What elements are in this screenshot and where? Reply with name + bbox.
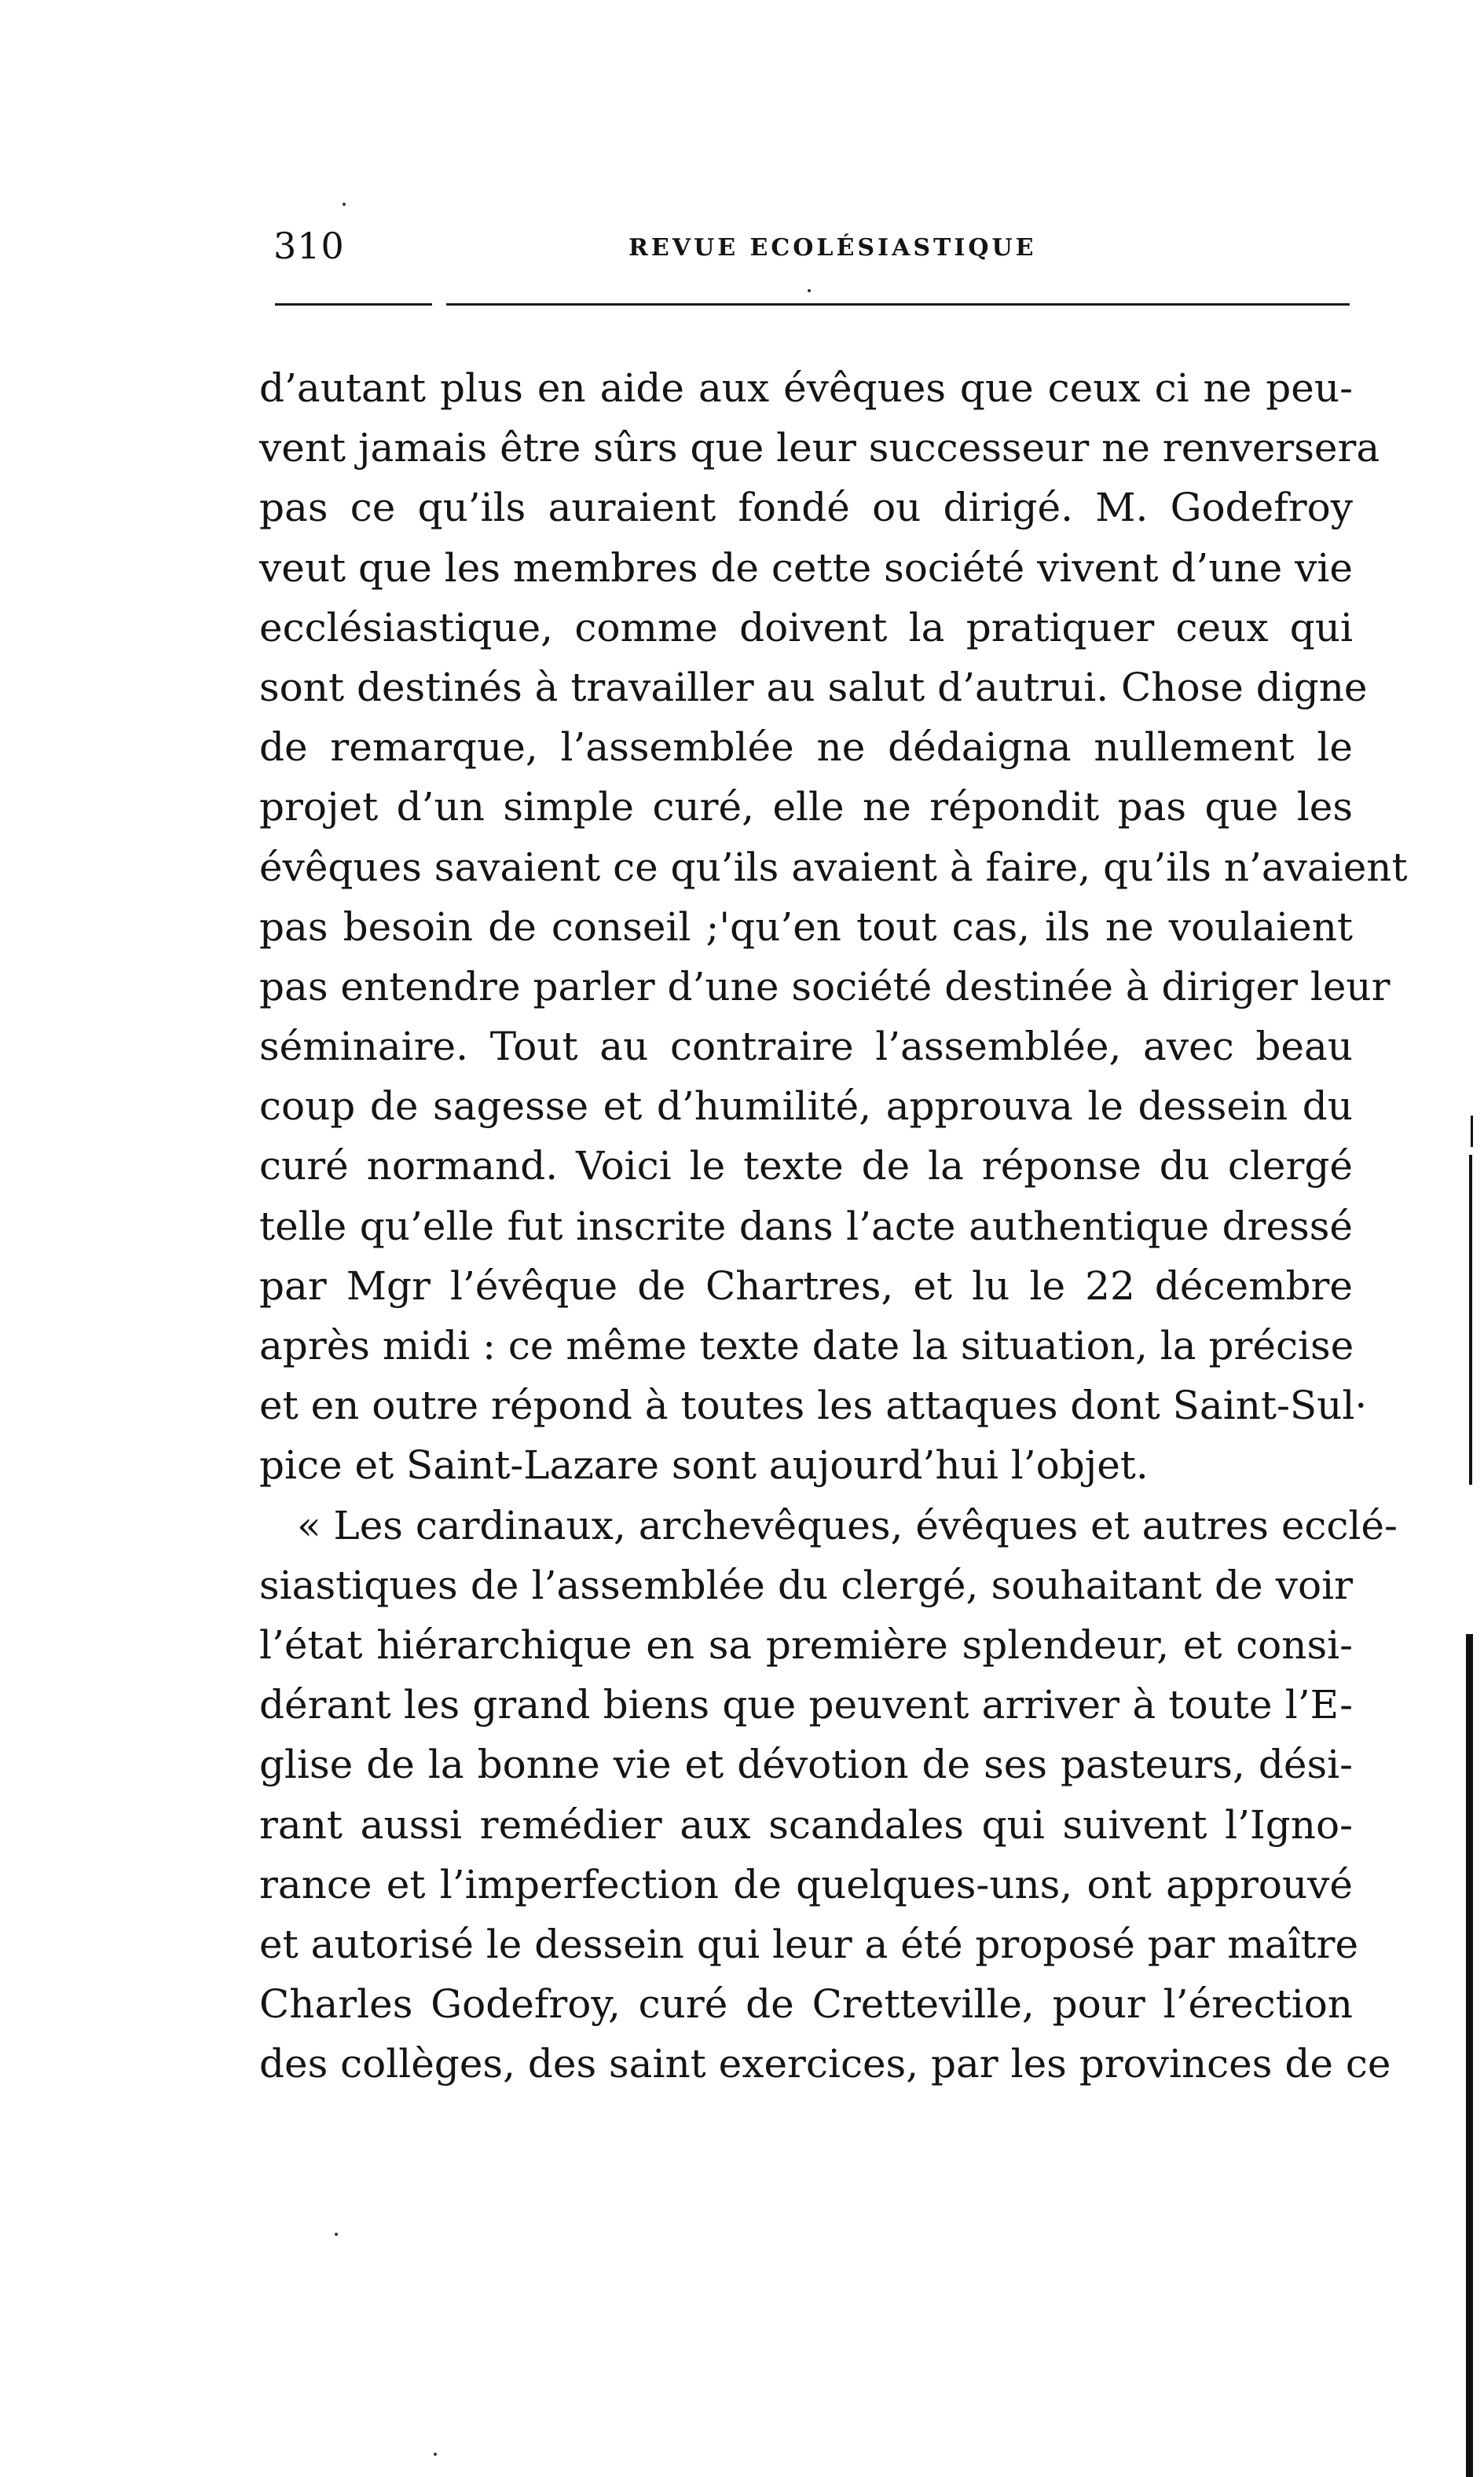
text-line: des collèges, des saint exercices, par les provinces de ce [259,2041,1391,2087]
text-line: ecclésiastique, comme doivent la pratiquer ceux qui [259,604,1353,650]
running-title: REVUE ECOLÉSIASTIQUE [628,234,1037,262]
text-line: siastiques de l’assemblée du clergé, souhaitant de voir [259,1562,1353,1608]
page-number: 310 [273,225,345,267]
text-line: dérant les grand biens que peuvent arriver à toute l’E- [259,1682,1353,1728]
text-line: pas ce qu’ils auraient fondé ou dirigé. M. Godefroy [259,485,1353,531]
text-line: coup de sagesse et d’humilité, approuva le dessein du [259,1083,1353,1130]
paragraph-end-line: pice et Saint-Lazare sont aujourd’hui l’objet. [259,1442,1149,1489]
header-rule-right [446,303,1350,306]
body-text [259,358,1408,2094]
scan-speck [335,2233,338,2236]
text-line: séminaire. Tout au contraire l’assemblée, avec beau [259,1024,1353,1070]
text-line: sont destinés à travailler au salut d’autrui. Chose digne [259,664,1368,710]
text-line: curé normand. Voici le texte de la réponse du clergé [259,1143,1353,1189]
scan-edge-mark [1469,1155,1472,1485]
page-header [259,206,1347,269]
scan-edge-mark [1471,1116,1473,1147]
text-line: après midi : ce même texte date la situation, la précise [259,1323,1354,1369]
scan-edge-shadow [1466,1634,1473,2477]
scan-speck [343,203,346,206]
header-rule-left [275,303,432,306]
text-line: pas entendre parler d’une société destinée à diriger leur [259,963,1391,1009]
quote-start-line: « Les cardinaux, archevêques, évêques et autres ecclé- [297,1502,1398,1548]
scan-speck [434,2453,437,2456]
text-line: Charles Godefroy, curé de Cretteville, pour l’érection [259,1981,1353,2028]
text-line: projet d’un simple curé, elle ne répondit pas que les [259,784,1353,830]
text-line: l’état hiérarchique en sa première splendeur, et consi- [259,1621,1353,1668]
text-line: et en outre répond à toutes les attaques dont Saint-Sul· [259,1383,1368,1429]
text-line: par Mgr l’évêque de Chartres, et lu le 22 décembre [259,1262,1353,1309]
text-line: vent jamais être sûrs que leur successeur ne renversera [259,425,1380,471]
text-line: rant aussi remédier aux scandales qui suivent l’Igno- [259,1801,1353,1848]
text-line: de remarque, l’assemblée ne dédaigna nullement le [259,724,1353,771]
text-line: évêques savaient ce qu’ils avaient à faire, qu’ils n’avaient [259,844,1408,890]
text-line: veut que les membres de cette société vivent d’une vie [259,544,1353,591]
text-line: d’autant plus en aide aux évêques que ceux ci ne peu- [259,365,1353,411]
text-line: rance et l’imperfection de quelques-uns, ont approuvé [259,1861,1353,1907]
text-line: glise de la bonne vie et dévotion de ses pasteurs, dési- [259,1742,1353,1788]
text-line: telle qu’elle fut inscrite dans l’acte authentique dressé [259,1203,1353,1249]
text-line: pas besoin de conseil ;'qu’en tout cas, ils ne voulaient [259,903,1353,950]
scan-speck [808,289,811,292]
text-line: et autorisé le dessein qui leur a été proposé par maître [259,1921,1359,1967]
